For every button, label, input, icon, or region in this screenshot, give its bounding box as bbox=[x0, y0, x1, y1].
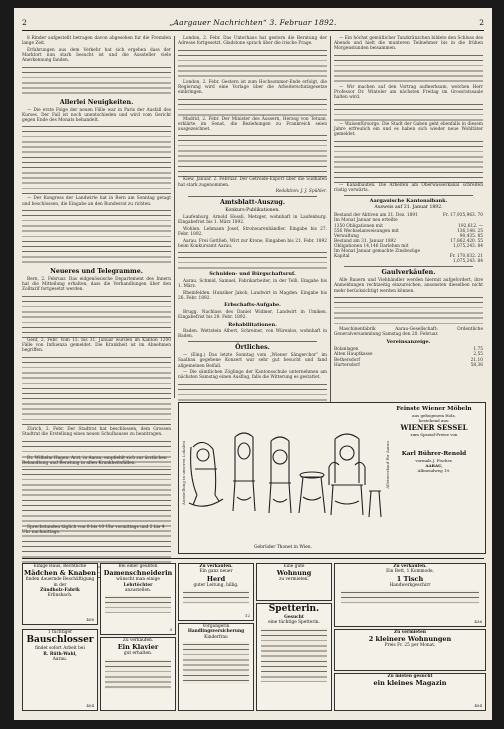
newspaper-masthead: „Aargauer Nachrichten“ 3. Februar 1892. bbox=[169, 18, 337, 27]
text-block bbox=[22, 124, 171, 196]
ad-vertical-text: Alleinverkauf für Aarau bbox=[385, 441, 390, 489]
ad-vertical-text: Ausstellung in unseren Lokalen bbox=[181, 441, 186, 506]
notice-entry: Aarau. Frei Gottlieb, Wirt zur Krone, Eingaben bis 21. Febr. 1892 beim Konkursamt Aarau. bbox=[178, 238, 327, 249]
article-paragraph: — (Eing.) Das letzte Sonntag vom „Wiener Sängerchor“ im Saalbau gegebene Konzert war sehr gut besucht und fand allgemeinen Beifall. bbox=[178, 353, 327, 369]
text-block bbox=[334, 53, 483, 85]
divider bbox=[188, 341, 317, 342]
furniture-advertisement bbox=[178, 402, 486, 554]
classified-ads bbox=[22, 558, 484, 714]
column-1 bbox=[22, 36, 171, 450]
section-heading: Gaulverkäufen. bbox=[381, 269, 436, 277]
text-block bbox=[178, 133, 327, 177]
article-paragraph: London, 2. Febr. Das Unterhaus hat gestern die Beratung der Adresse fortgesetzt. Gladstone sprach über die irische Frage. bbox=[178, 36, 327, 47]
subsection-heading: Rehabilitationen. bbox=[228, 321, 277, 328]
article-paragraph: Alle Bauern und Viehhändler werden hiermit aufgefordert, ihre Anmeldungen rechtzeitig einzureichen, ansonsten dieselben nicht mehr berücksichtigt werden können. bbox=[334, 278, 483, 294]
column-2 bbox=[178, 36, 327, 398]
article-paragraph: Maschinenfabrik Aarau-Gesellschaft: Ordentliche Generalversammlung Samstag den 20. Februar. bbox=[334, 327, 483, 338]
table-row: Hartersdorf 58,36 bbox=[334, 362, 483, 368]
table-row: Im Monat Januar neu erteilte bbox=[334, 218, 398, 224]
notice-entry: Laufenburg. Arnold Hossli, Metzger, wohnhaft in Laufenburg. Eingabefrist bis 1. März 1892. bbox=[178, 215, 327, 226]
subsection-heading: Vereinsanzeige. bbox=[386, 338, 431, 345]
bank-statement-table bbox=[334, 213, 483, 264]
subsection-heading: Ausweis auf 31. Januar 1892. bbox=[374, 205, 443, 211]
ad-address: Allmendweg 19. bbox=[417, 468, 451, 473]
text-block bbox=[22, 294, 171, 338]
classified-ad: Zu verkaufen. Ein Klavier gut erhalten. bbox=[100, 637, 176, 711]
text-block bbox=[334, 139, 483, 183]
classified-ad: Zu vermieten 2 kleinere Wohnungen Preis Fr. 25 per Monat. bbox=[334, 629, 486, 671]
subsection-heading: Konkurs-Publikationen. bbox=[225, 208, 280, 214]
text-block bbox=[178, 48, 327, 80]
article-paragraph: Sprechstunden täglich von 8 bis 10 Uhr vormittags und 2 bis 4 Uhr nachmittags. bbox=[22, 525, 165, 536]
ad-line: aus gebogenem Holz, bbox=[412, 413, 456, 418]
ad-merchant: Karl Bührer-Renold bbox=[401, 451, 467, 457]
text-block bbox=[22, 355, 171, 427]
notice-entry: Wohlen. Lehmann Josef, Strohwarenhändler. Eingabe bis 27. Febr. 1892. bbox=[178, 226, 327, 238]
column-rule bbox=[330, 36, 331, 450]
article-paragraph: — Der Kongress der Landwirte hat in Bern am Sonntag getagt und beschlossen, die Eingabe an den Bundesrat zu richten. bbox=[22, 196, 171, 207]
table-row: 1,075,243. 84 bbox=[452, 259, 483, 265]
ad-text-panel bbox=[386, 406, 482, 473]
article-paragraph: — Die sämtlichen Zöglinge der Kantonsschule unternehmen am nächsten Samstag einen Ausflug, falls die Witterung es gestattet. bbox=[178, 370, 327, 381]
notice-entry: Aarau. Schmid, Samuel, Fabrikarbeiter, in der Telli. Eingabe bis 1. März. bbox=[178, 278, 327, 290]
article-paragraph: Zürich, 2. Febr. Der Stadtrat hat beschlossen, dem Grossen Stadtrat die Erstellung eines neuen Schulhauses zu beantragen. bbox=[22, 426, 171, 437]
table-row: 556 Wechselanweisungen mit 136,148. 25 bbox=[334, 228, 483, 234]
table-row: Obligationen 14,146 Darlehen mit 1,075,243. 84 bbox=[334, 243, 483, 249]
text-block bbox=[178, 97, 327, 117]
article-paragraph: — Waisenfürsorge. Die Stadt der Gaben geht ebenfalls in diesem Jahre erfreulich ein und es haben sich wieder neue Wohltäter gemeldet. bbox=[334, 121, 483, 138]
table-row: Bethersdorf 21,10 bbox=[334, 357, 483, 363]
table-row: Verwaltung 90,435. 85 bbox=[334, 233, 483, 239]
divider bbox=[188, 196, 317, 197]
text-block bbox=[334, 295, 483, 327]
bentwood-chairs-illustration bbox=[183, 407, 383, 539]
classified-ad: Eine gute Wohnung zu vermieten. bbox=[256, 563, 332, 601]
notice-entry: Baden. Wettstein Albert, Schreiner, von Würenlos, wohnhaft in Baden. bbox=[178, 329, 327, 340]
article-paragraph: — Wir machen auf den Vortrag aufmerksam, welchen Herr Professor Dr. Winteler am nächsten Freitag im Grossratssaale halten wird. bbox=[334, 84, 483, 101]
table-row: Bestand der Aktiven am 31. Dez. 1891 Fr. 17,935,963. 70 bbox=[334, 213, 483, 219]
article-paragraph: Bern, 2. Februar. Das eidgenössische Departement des Innern hat die Mitteilung erhalten, dass die Verhandlungen über den Zolltarif fortgesetzt werden. bbox=[22, 277, 171, 293]
column-rule bbox=[174, 36, 175, 398]
subsection-heading: Erbschafts-Aufgabe. bbox=[224, 302, 281, 309]
table-row: Bolanlagen 1,75 bbox=[334, 347, 483, 353]
page-header bbox=[22, 18, 484, 31]
divider bbox=[344, 266, 473, 267]
table-row: Bestand am 31. Januar 1892 17,862,420. 55 bbox=[334, 238, 483, 244]
article-paragraph: Dr. Wilhelm Hagen, Arzt, in Aarau, empfiehlt sich zur ärztlichen Behandlung und Beratung in allen Krankheitsfällen. bbox=[22, 456, 167, 467]
subsection-heading: Schulden- und Bürgschaftsruf. bbox=[209, 271, 296, 278]
section-heading: Neueres und Telegramme. bbox=[50, 268, 143, 276]
table-row: Kapital Fr. 170,032. 21 bbox=[334, 254, 483, 260]
article-paragraph: — Die erste Folge der neuen Fälle war in Paris der Ausfall des Kurses. Der Fall ist noch unentschieden und wird vom Gericht gegen Ende des Monats behandelt. bbox=[22, 107, 171, 123]
article-paragraph: London, 2. Febr. Gestern ist zum Hochsommer-Ende erfolgt, die Regierung wird eine Vorlage über die Arbeiterschutzgesetze einbringen. bbox=[178, 79, 327, 96]
classified-ad: 1 tüchtiger Bauschlosser findet sofort Arbeit bei R. Rüth-Wahl, Aarau. 404 bbox=[22, 629, 98, 711]
table-row: Im Monat Januar gemachte Zinsbezüge bbox=[334, 249, 421, 255]
classified-ad: Zu verkaufen. Ein ganz neuer Herd guter Leitung, billig. 12 bbox=[178, 563, 254, 621]
notice-entry: Rheinfelden. Hunziker Jakob, Landwirt in Magden. Eingabe bis 26. Febr. 1892. bbox=[178, 290, 327, 301]
article-paragraph: — Kanalbauten. Die Arbeiten am Oberwasserkanal schreiten rüstig vorwärts. bbox=[334, 182, 483, 193]
ad-city: AARAU, bbox=[425, 463, 443, 468]
section-heading: Allerlei Neuigkeiten. bbox=[59, 98, 134, 106]
ad-caption: Gebrüder Thonet in Wien. bbox=[253, 545, 313, 550]
notice-entry: Brugg. Nachlass des Daniel Widmer, Landwirt in Umiken. Eingabefrist bis 29. Febr. 1892. bbox=[178, 309, 327, 320]
article-paragraph: Kiew, Januar. 2. Februar. Der Getreide-Export über die Südhäfen hat stark zugenommen. bbox=[178, 177, 327, 188]
classified-ad: Zu mieten gesucht ein kleines Magazin 404 bbox=[334, 673, 486, 711]
column-3 bbox=[334, 36, 483, 450]
text-block bbox=[334, 102, 483, 122]
collection-table bbox=[334, 347, 483, 367]
table-row: 1350 Obligationen mit 192,612. — bbox=[334, 223, 483, 229]
column-1-lower bbox=[22, 456, 171, 552]
section-heading: Amtsblatt-Auszug. bbox=[219, 199, 286, 207]
divider bbox=[344, 195, 473, 196]
article-paragraph: Erfahrungen aus dem Verkehr hat sich ergeben dass der Marktort nun stark besucht ist und die Aussteller viele Anerkennung fanden. bbox=[22, 47, 171, 64]
article-paragraph: — Ein höchst gemütlicher Tanzkränzchen bildete den Schluss des Abends und hielt die munteren Teilnehmer bis in die frühen Morgenstunden beisammen. bbox=[334, 36, 483, 52]
article-paragraph: Madrid, 2. Febr. Der Minister des Äussern, Herzog von Tetuan, erklärte im Senat, die Beziehungen zu Frankreich seien ausgezeichnet. bbox=[178, 116, 327, 132]
text-block bbox=[22, 208, 171, 266]
ad-line: bestehend aus: bbox=[418, 418, 450, 423]
ad-line: vormals J. Fischer, bbox=[415, 458, 453, 463]
text-block bbox=[22, 467, 171, 525]
table-row: Alten Hauptkasse 2,55 bbox=[334, 352, 483, 358]
classified-ad: Vorgängerin Handlingsversicherung Kinderfrau bbox=[178, 623, 254, 711]
article-paragraph: Genf, 2. Febr. Vom 15. bis 31. Januar wurden im Kanton 1200 Fälle von Influenza gemeldet. Die Krankheit ist im Abnehmen begriffen. bbox=[22, 337, 171, 354]
text-block bbox=[178, 250, 327, 270]
ad-line: zum Spezial-Preise von bbox=[410, 432, 458, 437]
editor-signature: Redaktion: J. J. Spühler. bbox=[275, 189, 327, 195]
section-heading: Örtliches. bbox=[235, 344, 270, 352]
classified-ad: Zu verkaufen. Ein Bett, 1 Kommode, 1 Tisch Handwerkgeschirr 436 bbox=[334, 563, 486, 627]
ad-highlight: WIENER SESSEL bbox=[400, 423, 468, 432]
article-paragraph: 8 Rinder aufgestellt betragen davon abgesehen fur die Fremden lange Zeit. bbox=[22, 36, 171, 47]
newspaper-page bbox=[14, 8, 492, 720]
classified-ad: Bei einer geübten Damenschneiderin wünscht man einige Lehrtöchter anzustellen. 3 bbox=[100, 563, 176, 635]
page-number-left: 2 bbox=[22, 18, 27, 27]
ad-heading: Feinste Wiener Möbeln bbox=[396, 406, 472, 412]
text-block bbox=[22, 65, 171, 97]
section-heading: Aargauische Kantonalbank. bbox=[369, 197, 448, 204]
classified-ad: Einige Haus, Rechtliche Mädchen & Knaben finden dauernde Beschäftigung in der Zündholz-Fabrik Erlinsbach. 408 bbox=[22, 563, 98, 625]
classified-ad: Spetterin. Gesucht eine tüchtige Spetterin. bbox=[256, 603, 332, 711]
page-number-right: 2 bbox=[479, 18, 484, 27]
